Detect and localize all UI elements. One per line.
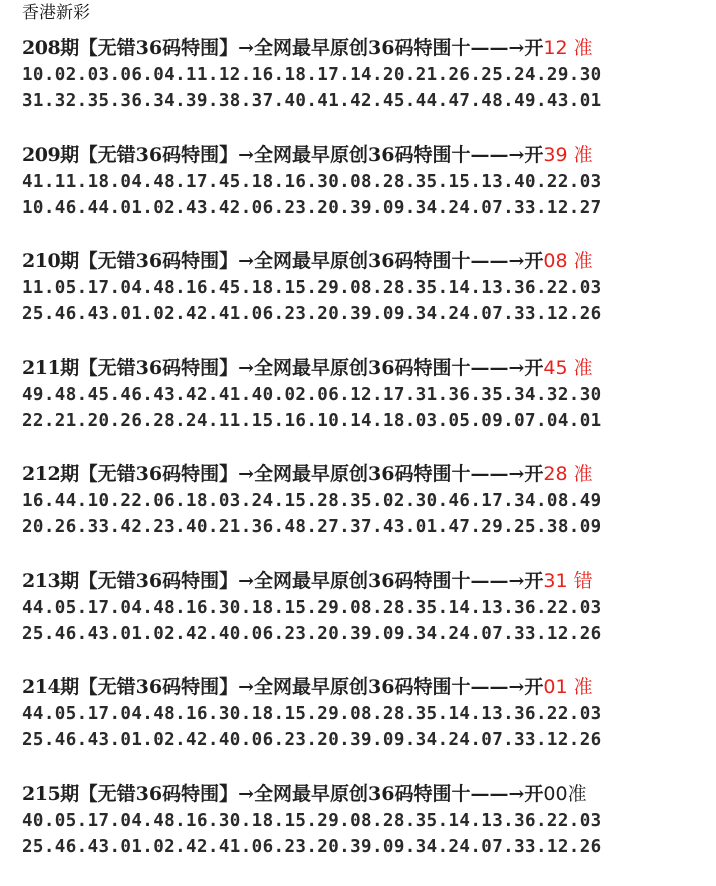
number-line: 11.05.17.04.48.16.45.18.15.29.08.28.35.14.13.36.22.03 xyxy=(22,278,602,298)
issue-headline xyxy=(22,141,712,169)
issue-headline xyxy=(22,247,712,275)
issue-block xyxy=(22,354,712,458)
number-line: 16.44.10.22.06.18.03.24.15.28.35.02.30.46.17.34.08.49 xyxy=(22,491,602,511)
number-line: 10.02.03.06.04.11.12.16.18.17.14.20.21.26.25.24.29.30 xyxy=(22,65,602,85)
issue-title-text: 【无错36码特围】→全网最早原创36码特围十——→开 xyxy=(78,37,544,59)
result-number: 39 xyxy=(543,143,568,166)
issue-title-text: 【无错36码特围】→全网最早原创36码特围十——→开 xyxy=(78,569,544,592)
issue-headline xyxy=(22,780,712,808)
number-line: 49.48.45.46.43.42.41.40.02.06.12.17.31.36.35.34.32.30 xyxy=(22,384,602,405)
issue-headline xyxy=(22,34,712,62)
issue-number: 211期 xyxy=(22,356,79,379)
result-number: 12 xyxy=(543,37,568,59)
issue-number: 212期 xyxy=(22,463,79,485)
issue-block xyxy=(22,247,712,351)
number-line: 40.05.17.04.48.16.30.18.15.29.08.28.35.14.13.36.22.03 xyxy=(22,810,602,831)
prediction-list xyxy=(22,34,712,886)
issue-headline xyxy=(22,460,712,488)
result-number: 01 xyxy=(543,676,568,698)
issue-title-text: 【无错36码特围】→全网最早原创36码特围十——→开 xyxy=(78,676,544,698)
issue-block xyxy=(22,780,712,884)
number-line: 22.21.20.26.28.24.11.15.16.10.14.18.03.05.09.07.04.01 xyxy=(22,410,602,431)
number-line: 10.46.44.01.02.43.42.06.23.20.39.09.34.24.07.33.12.27 xyxy=(22,197,602,218)
issue-number: 214期 xyxy=(22,676,79,698)
issue-block xyxy=(22,460,712,564)
issue-title-text: 【无错36码特围】→全网最早原创36码特围十——→开 xyxy=(78,463,544,485)
result-status: 准 xyxy=(573,356,593,379)
issue-block xyxy=(22,673,712,777)
issue-headline xyxy=(22,354,712,382)
number-line: 41.11.18.04.48.17.45.18.16.30.08.28.35.15.13.40.22.03 xyxy=(22,171,602,192)
issue-title-text: 【无错36码特围】→全网最早原创36码特围十——→开 xyxy=(78,143,544,166)
site-title: 香港新彩 xyxy=(22,3,90,23)
result-status: 准 xyxy=(573,37,593,59)
number-line: 44.05.17.04.48.16.30.18.15.29.08.28.35.14.13.36.22.03 xyxy=(22,704,602,724)
result-status: 准 xyxy=(573,676,593,698)
result-number: 45 xyxy=(543,356,568,379)
issue-number: 215期 xyxy=(22,782,79,805)
number-line: 44.05.17.04.48.16.30.18.15.29.08.28.35.14.13.36.22.03 xyxy=(22,597,602,618)
issue-title-text: 【无错36码特围】→全网最早原创36码特围十——→开 xyxy=(78,782,544,805)
issue-title-text: 【无错36码特围】→全网最早原创36码特围十——→开 xyxy=(78,250,544,272)
number-line: 25.46.43.01.02.42.40.06.23.20.39.09.34.24.07.33.12.26 xyxy=(22,730,602,750)
number-line: 20.26.33.42.23.40.21.36.48.27.37.43.01.47.29.25.38.09 xyxy=(22,517,602,537)
issue-block xyxy=(22,141,712,245)
result-number: 31 xyxy=(543,569,568,592)
result-number: 00 xyxy=(543,782,568,805)
issue-number: 209期 xyxy=(22,143,79,166)
issue-number: 210期 xyxy=(22,250,79,272)
number-line: 25.46.43.01.02.42.41.06.23.20.39.09.34.24.07.33.12.26 xyxy=(22,836,602,857)
result-status: 准 xyxy=(573,250,593,272)
result-number: 08 xyxy=(543,250,568,272)
issue-headline xyxy=(22,567,712,595)
result-number: 28 xyxy=(543,463,568,485)
number-line: 25.46.43.01.02.42.41.06.23.20.39.09.34.24.07.33.12.26 xyxy=(22,304,602,324)
issue-title-text: 【无错36码特围】→全网最早原创36码特围十——→开 xyxy=(78,356,544,379)
issue-headline xyxy=(22,673,712,701)
result-status: 错 xyxy=(573,569,593,592)
issue-block xyxy=(22,567,712,671)
result-status: 准 xyxy=(573,463,593,485)
result-status: 准 xyxy=(567,782,587,805)
issue-block xyxy=(22,34,712,138)
issue-number: 213期 xyxy=(22,569,79,592)
result-status: 准 xyxy=(573,143,593,166)
issue-number: 208期 xyxy=(22,37,79,59)
number-line: 25.46.43.01.02.42.40.06.23.20.39.09.34.24.07.33.12.26 xyxy=(22,623,602,644)
number-line: 31.32.35.36.34.39.38.37.40.41.42.45.44.47.48.49.43.01 xyxy=(22,91,602,111)
